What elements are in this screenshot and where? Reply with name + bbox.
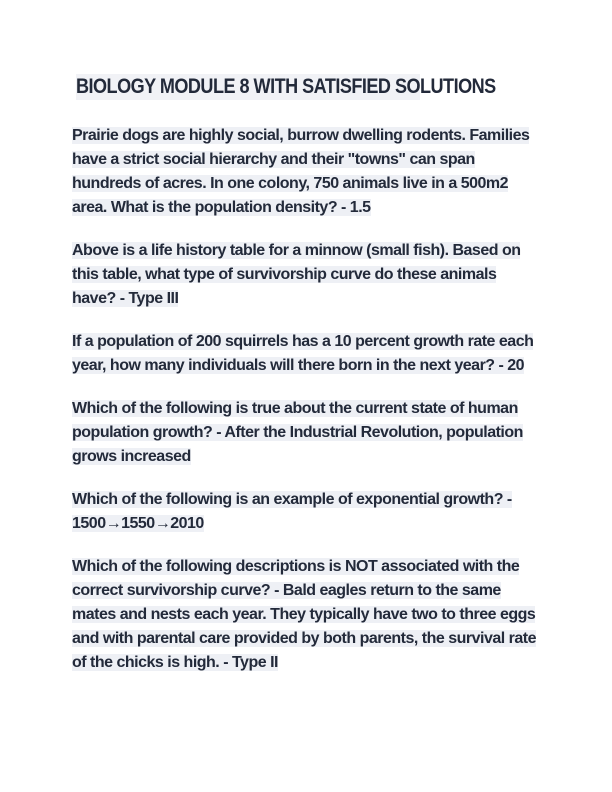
qa-item (72, 555, 542, 675)
qa-item (72, 124, 542, 220)
qa-item (72, 239, 542, 311)
qa-item-text: Which of the following descriptions is NOT associated with the correct survivorship curve? - Bald eagles return to the same mates and nests each year. They typically have two to three eggs and with parental care provided by both parents, the survival rate of the chicks is high. - Type II (72, 558, 537, 671)
qa-item-text: Which of the following is an example of exponential growth? - 1500→1550→2010 (72, 491, 512, 532)
qa-item-text: If a population of 200 squirrels has a 10 percent growth rate each year, how many individuals will there born in the next year? - 20 (72, 333, 534, 374)
qa-item (72, 488, 542, 536)
document-title: BIOLOGY MODULE 8 WITH SATISFIED SOLUTIONS (76, 75, 496, 98)
qa-item-text: Which of the following is true about the current state of human population growth? - After the Industrial Revolution, population grows increased (72, 400, 523, 465)
qa-list (72, 124, 542, 694)
qa-item-text: Above is a life history table for a minnow (small fish). Based on this table, what type of survivorship curve do these animals have? - Type III (72, 242, 521, 307)
qa-item-text: Prairie dogs are highly social, burrow dwelling rodents. Families have a strict social hierarchy and their "towns" can span hundreds of acres. In one colony, 750 animals live in a 500m2 area. What is the population density? - 1.5 (72, 127, 530, 216)
qa-item (72, 330, 542, 378)
qa-item (72, 397, 542, 469)
